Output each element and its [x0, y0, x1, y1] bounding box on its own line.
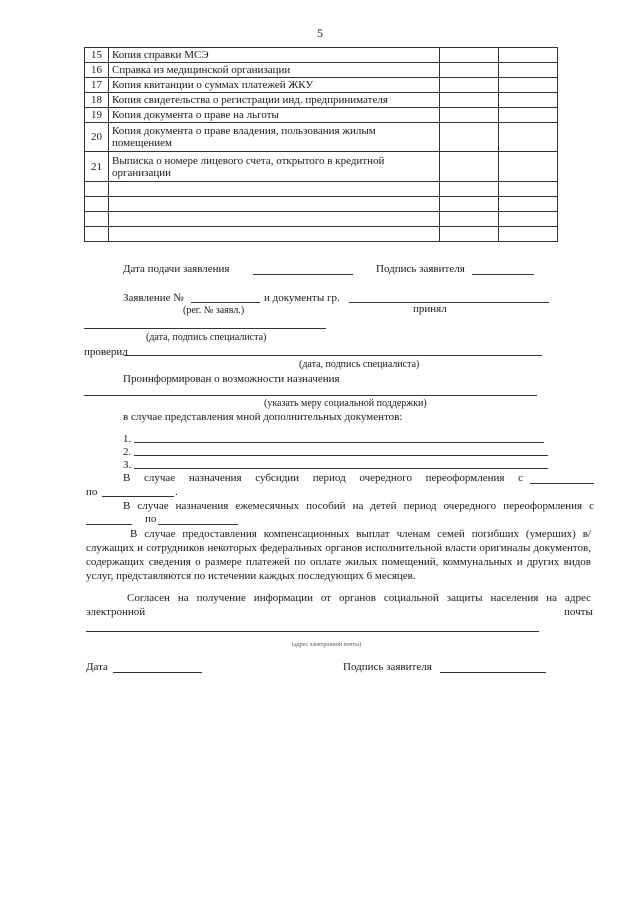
monthly-period-from-field[interactable] — [86, 524, 132, 525]
document-name: Выписка о номере лицевого счета, открытого в кредитной организации — [109, 152, 440, 182]
additional-document-1-field[interactable] — [134, 442, 544, 443]
signature-label: Подпись заявителя — [343, 661, 432, 673]
date-label: Дата — [86, 661, 108, 673]
signature-field[interactable] — [440, 672, 546, 673]
table-row — [85, 78, 558, 93]
list-item-number: 2. — [123, 446, 132, 458]
support-measure-hint: (указать меру социальной поддержки) — [264, 398, 427, 409]
monthly-period-to-field[interactable] — [158, 524, 238, 525]
applicant-signature-field[interactable] — [472, 274, 534, 275]
applicant-signature-label: Подпись заявителя — [376, 263, 465, 275]
documents-table — [84, 47, 558, 242]
additional-document-2-field[interactable] — [134, 455, 548, 456]
row-number: 18 — [85, 93, 109, 108]
document-name: Копия справки МСЭ — [109, 48, 440, 63]
document-name: Копия документа о праве владения, пользования жилым помещением — [109, 123, 440, 152]
period-end-dot: . — [175, 486, 178, 498]
table-row — [85, 123, 558, 152]
table-row — [85, 227, 558, 242]
accepted-signature-field[interactable] — [84, 328, 326, 329]
subsidy-period-to-field[interactable] — [102, 496, 174, 497]
table-row — [85, 152, 558, 182]
compensation-paragraph: В случае предоставления компенсационных выплат членам семей погибших (умерших) в/служащих и сотрудников некоторых федеральных органов исполнительной власти оригиналы документов, содержащих сведения о размере платежей по оплате жилых помещений, коммунальных и других видов услуг, представляются по истечении каждых последующих 6 месяцев. — [86, 528, 591, 582]
monthly-allowance-text: В случае назначения ежемесячных пособий на детей период очередного переоформления с — [123, 500, 594, 512]
period-to-label: по — [86, 486, 98, 498]
citizen-name-field[interactable] — [349, 302, 549, 303]
support-measure-field[interactable] — [84, 395, 537, 396]
email-address-hint: (адрес электронной почты) — [292, 642, 362, 648]
table-row — [85, 212, 558, 227]
list-item-number: 3. — [123, 459, 132, 471]
application-number-label: Заявление № — [123, 292, 184, 304]
row-number: 16 — [85, 63, 109, 78]
reg-number-hint: (рег. № заявл.) — [183, 305, 245, 316]
additional-document-3-field[interactable] — [134, 468, 548, 469]
document-name: Справка из медицинской организации — [109, 63, 440, 78]
informed-label: Проинформирован о возможности назначения — [123, 373, 340, 385]
table-row — [85, 108, 558, 123]
accepted-label: принял — [413, 303, 447, 315]
page-number: 5 — [317, 26, 323, 40]
consent-electronic-label: электронной — [86, 606, 146, 618]
checked-label: проверил — [84, 346, 128, 358]
table-row — [85, 197, 558, 212]
date-of-application-label: Дата подачи заявления — [123, 263, 230, 275]
table-row — [85, 63, 558, 78]
date-of-application-field[interactable] — [253, 274, 353, 275]
and-documents-label: и документы гр. — [264, 292, 340, 304]
row-number: 21 — [85, 152, 109, 182]
period-to-label: по — [145, 513, 157, 525]
table-row — [85, 93, 558, 108]
subsidy-period-text: В случае назначения субсидии период очередного переоформления с — [123, 472, 523, 484]
row-number: 19 — [85, 108, 109, 123]
row-number: 20 — [85, 123, 109, 152]
subsidy-period-from-field[interactable] — [530, 483, 594, 484]
document-name: Копия свидетельства о регистрации инд. предпринимателя — [109, 93, 440, 108]
row-number: 17 — [85, 78, 109, 93]
table-row — [85, 182, 558, 197]
date-field[interactable] — [113, 672, 202, 673]
consent-mail-label: почты — [564, 606, 593, 618]
checked-signature-field[interactable] — [124, 355, 542, 356]
table-row — [85, 48, 558, 63]
row-number: 15 — [85, 48, 109, 63]
document-name: Копия документа о праве на льготы — [109, 108, 440, 123]
additional-documents-label: в случае представления мной дополнительных документов: — [123, 411, 403, 423]
date-signature-hint: (дата, подпись специалиста) — [146, 332, 267, 343]
consent-text: Согласен на получение информации от органов социальной защиты населения на адрес — [127, 592, 591, 604]
email-address-field[interactable] — [86, 631, 539, 632]
date-signature-hint: (дата, подпись специалиста) — [299, 359, 420, 370]
document-name: Копия квитанции о суммах платежей ЖКУ — [109, 78, 440, 93]
application-number-field[interactable] — [191, 302, 260, 303]
list-item-number: 1. — [123, 433, 132, 445]
